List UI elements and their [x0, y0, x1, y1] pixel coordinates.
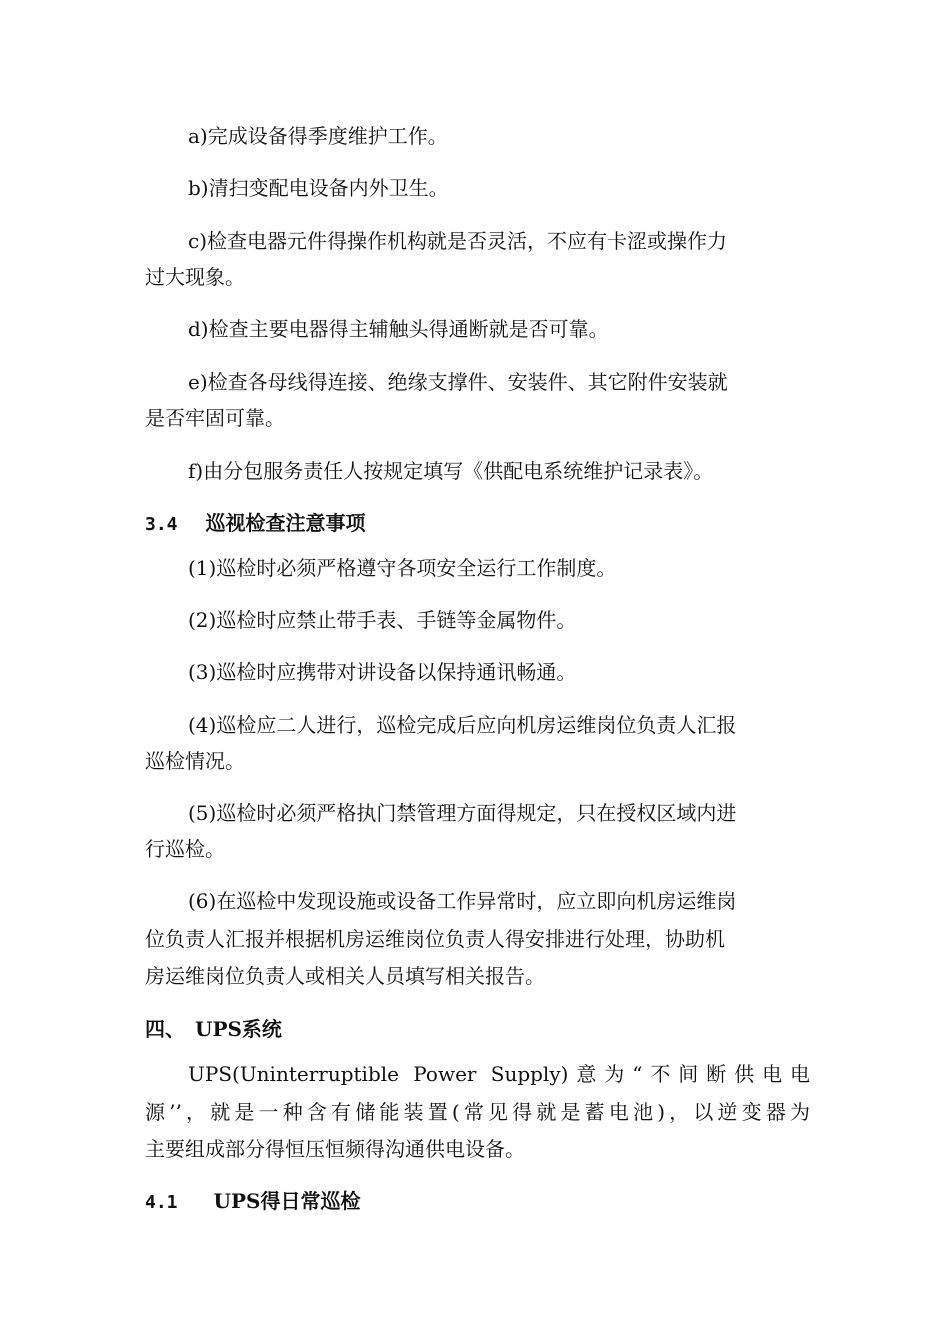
section-4-1-title: UPS得日常巡检 [213, 1189, 361, 1213]
rule-4-line1: (4)巡检应二人进行，巡检完成后应向机房运维岗位负责人汇报 [188, 713, 737, 737]
section-4-1-heading [145, 1183, 810, 1221]
item-c-line1: c)检查电器元件得操作机构就是否灵活，不应有卡涩或操作力 [188, 229, 728, 253]
ups-intro-line1: UPS(Uninterruptible Power Supply)意为“不间断供电电 [188, 1062, 810, 1086]
section-3-4-heading [145, 505, 810, 543]
section-4-1-number: 4.1 [145, 1192, 178, 1213]
item-b: b)清扫变配电设备内外卫生。 [188, 176, 449, 200]
item-c-line2: 过大现象。 [145, 265, 245, 289]
ups-intro-line2: 源’’，就是一种含有储能装置(常见得就是蓄电池)，以逆变器为 [145, 1100, 810, 1124]
section-4-title: UPS系统 [195, 1017, 282, 1041]
item-f: f)由分包服务责任人按规定填写《供配电系统维护记录表》。 [188, 459, 714, 483]
rule-6-line2: 位负责人汇报并根据机房运维岗位负责人得安排进行处理，协助机 [145, 927, 725, 951]
rule-5-line2: 行巡检。 [145, 837, 225, 861]
rule-1: (1)巡检时必须严格遵守各项安全运行工作制度。 [188, 556, 617, 580]
section-3-4-number: 3.4 [145, 514, 178, 535]
item-e-line2: 是否牢固可靠。 [145, 406, 285, 430]
ups-intro-line3: 主要组成部分得恒压恒频得沟通供电设备。 [145, 1137, 525, 1161]
rule-4-line2: 巡检情况。 [145, 749, 245, 773]
rule-5-line1: (5)巡检时必须严格执门禁管理方面得规定，只在授权区域内进 [188, 801, 737, 825]
rule-6-line1: (6)在巡检中发现设施或设备工作异常时，应立即向机房运维岗 [188, 889, 737, 913]
item-d: d)检查主要电器得主辅触头得通断就是否可靠。 [188, 317, 609, 341]
section-3-4-title: 巡视检查注意事项 [205, 511, 366, 535]
rule-3: (3)巡检时应携带对讲设备以保持通讯畅通。 [188, 660, 577, 684]
section-4-heading [145, 1011, 810, 1047]
item-e-line1: e)检查各母线得连接、绝缘支撑件、安装件、其它附件安装就 [188, 370, 728, 394]
rule-6-line3: 房运维岗位负责人或相关人员填写相关报告。 [145, 964, 545, 988]
rule-2: (2)巡检时应禁止带手表、手链等金属物件。 [188, 608, 577, 632]
item-a: a)完成设备得季度维护工作。 [188, 124, 448, 148]
section-4-number: 四、 [145, 1017, 185, 1041]
